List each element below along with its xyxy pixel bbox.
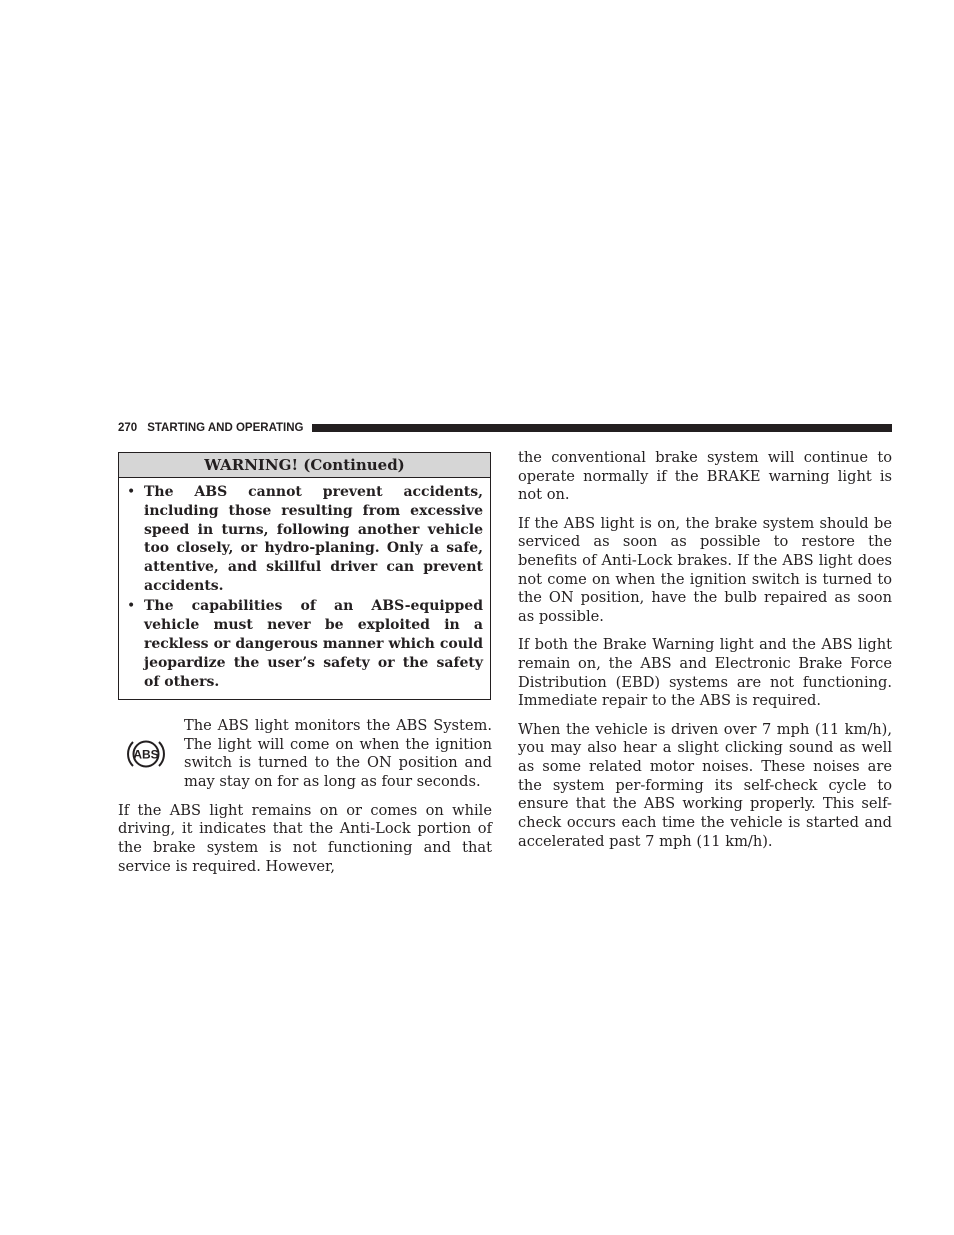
body-paragraph: If both the Brake Warning light and the ABS light remain on, the ABS and Electronic Brake Force Distribution (EBD) systems are not functioning. Immediate repair to the ABS is required. [518,636,892,710]
warning-bullet-text: The ABS cannot prevent accidents, including those resulting from excessive speed in turns, following another vehicle too closely, or hydro-planing. Only a safe, attentive, and skillful driver can prevent accidents. [144,484,483,594]
abs-warning-light-icon [124,737,168,771]
left-column [118,452,492,877]
warning-bullet [127,597,483,691]
abs-icon-label: ABS [133,747,159,762]
header-rule [312,424,893,432]
body-paragraph: If the ABS light is on, the brake system should be serviced as soon as possible to restore the benefits of Anti-Lock brakes. If the ABS light does not come on when the ignition switch is turned to the ON position, have the bulb repaired as soon as possible. [518,514,892,626]
body-paragraph: When the vehicle is driven over 7 mph (11 km/h), you may also hear a slight clicking sound as well as some related motor noises. These noises are the system per-forming its self-check cycle to ensure that the ABS working properly. This self-check occurs each time the vehicle is started and accelerated past 7 mph (11 km/h). [518,720,892,850]
warning-box [118,452,491,700]
section-title: STARTING AND OPERATING [147,422,304,434]
warning-bullet-text: The capabilities of an ABS-equipped vehicle must never be exploited in a reckless or dangerous manner which could jeopardize the user’s safety or the safety of others. [144,598,483,690]
abs-light-description [118,717,492,792]
body-paragraph: the conventional brake system will continue to operate normally if the BRAKE warning light is not on. [518,449,892,504]
page-header [118,420,892,436]
bullet-dot-icon: • [127,598,136,615]
warning-title: WARNING! (Continued) [119,453,490,478]
abs-icon-cell [118,717,184,792]
abs-light-paragraph: The ABS light monitors the ABS System. The light will come on when the ignition switch is turned to the ON position and may stay on for as long as four seconds. [184,716,492,791]
page-number: 270 [118,422,138,434]
warning-bullet [127,483,483,596]
abs-light-on-paragraph: If the ABS light remains on or comes on while driving, it indicates that the Anti-Lock portion of the brake system is not functioning and that service is required. However, [118,801,492,875]
bullet-dot-icon: • [127,484,136,500]
warning-body [119,478,490,699]
right-column [518,449,892,861]
